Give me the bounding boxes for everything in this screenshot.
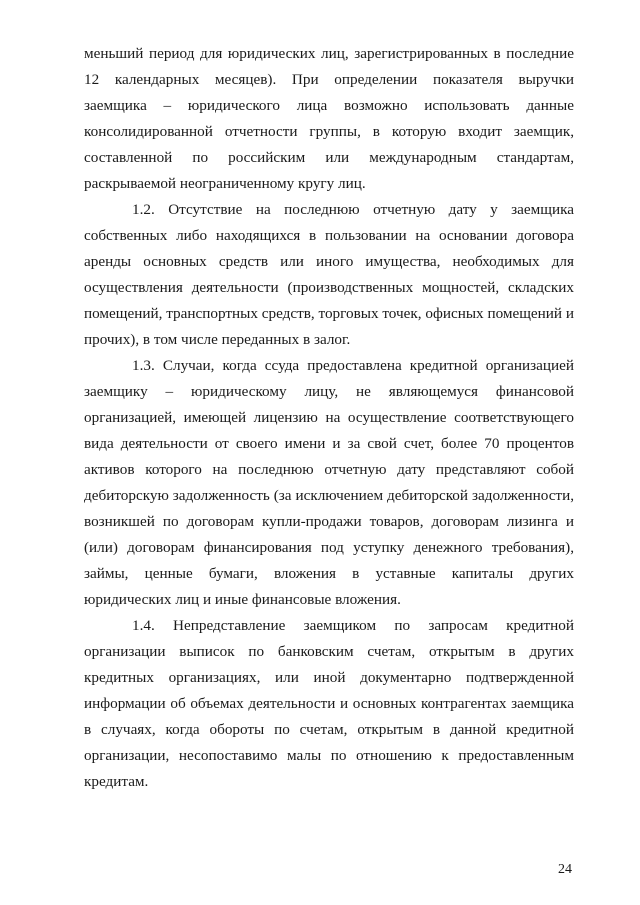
text-line: составленной по российским или международным стандартам, <box>84 149 574 166</box>
page-number: 24 <box>558 862 572 877</box>
paragraph-continuation <box>84 41 574 197</box>
text-line: информации об объемах деятельности и основных контрагентах заемщика <box>84 695 574 712</box>
text-line: заемщика – юридического лица возможно использовать данные <box>84 97 574 114</box>
text-line: организации, несопоставимо малы по отношению к предоставленным <box>84 747 574 764</box>
text-line: раскрываемой неограниченному кругу лиц. <box>84 175 366 192</box>
text-line: вида деятельности от своего имени и за свой счет, более 70 процентов <box>84 435 574 452</box>
paragraph-1-2 <box>84 197 574 353</box>
text-line: кредитных организациях, или иной документарно подтвержденной <box>84 669 574 686</box>
text-line: дебиторскую задолженность (за исключением дебиторской задолженности, <box>84 487 574 504</box>
text-line: организацией, имеющей лицензию на осуществление соответствующего <box>84 409 574 426</box>
text-line: кредитам. <box>84 773 149 790</box>
text-line: консолидированной отчетности группы, в которую входит заемщик, <box>84 123 574 140</box>
text-line: 1.2. Отсутствие на последнюю отчетную дату у заемщика <box>132 201 574 218</box>
text-line: в случаях, когда обороты по счетам, открытым в данной кредитной <box>84 721 574 738</box>
document-page <box>84 41 574 795</box>
paragraph-1-4 <box>84 613 574 795</box>
text-line: помещений, транспортных средств, торговых точек, офисных помещений и <box>84 305 574 322</box>
text-line: займы, ценные бумаги, вложения в уставные капиталы других <box>84 565 574 582</box>
text-line: заемщику – юридическому лицу, не являющемуся финансовой <box>84 383 574 400</box>
text-line: собственных либо находящихся в пользовании на основании договора <box>84 227 574 244</box>
text-line: 1.4. Непредставление заемщиком по запросам кредитной <box>132 617 574 634</box>
text-line: организации выписок по банковским счетам, открытым в других <box>84 643 574 660</box>
text-line: 12 календарных месяцев). При определении показателя выручки <box>84 71 574 88</box>
text-line: активов которого на последнюю отчетную дату представляют собой <box>84 461 574 478</box>
text-line: юридических лиц и иные финансовые вложения. <box>84 591 401 608</box>
text-line: аренды основных средств или иного имущества, необходимых для <box>84 253 574 270</box>
text-line: меньший период для юридических лиц, зарегистрированных в последние <box>84 45 574 62</box>
text-line: осуществления деятельности (производственных мощностей, складских <box>84 279 574 296</box>
text-line: возникшей по договорам купли-продажи товаров, договорам лизинга и <box>84 513 574 530</box>
text-line: прочих), в том числе переданных в залог. <box>84 331 351 348</box>
text-line: (или) договорам финансирования под уступку денежного требования), <box>84 539 574 556</box>
text-line: 1.3. Случаи, когда ссуда предоставлена кредитной организацией <box>132 357 574 374</box>
paragraph-1-3 <box>84 353 574 613</box>
